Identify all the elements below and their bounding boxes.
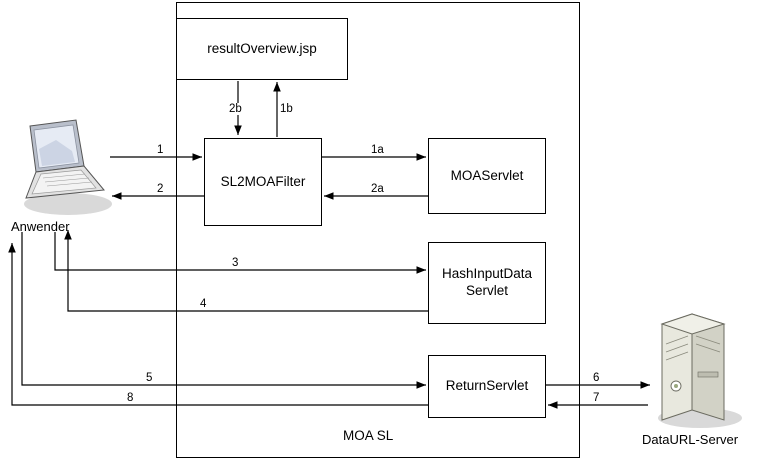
node-returnservlet[interactable]: ReturnServlet	[428, 355, 546, 418]
actor-anwender-label: Anwender	[11, 219, 70, 234]
edge-label-8: 8	[127, 392, 134, 404]
edge-label-5: 5	[146, 372, 153, 384]
node-sl2moafilter[interactable]: SL2MOAFilter	[204, 138, 322, 226]
server-icon	[648, 310, 756, 430]
edge-label-3: 3	[232, 257, 239, 269]
edge-label-7: 7	[593, 392, 600, 404]
edge-3	[55, 232, 426, 270]
edge-label-6: 6	[593, 372, 600, 384]
laptop-icon	[6, 118, 114, 218]
actor-dataurl-server-label: DataURL-Server	[642, 432, 739, 447]
node-moaservlet[interactable]: MOAServlet	[428, 138, 546, 214]
container-moa-sl-label: MOA SL	[343, 428, 394, 443]
edge-label-1b: 1b	[280, 103, 293, 115]
edge-label-2b: 2b	[229, 103, 242, 115]
edge-5	[22, 232, 426, 385]
edge-8	[12, 243, 428, 405]
node-hashinputdata-servlet[interactable]: HashInputData Servlet	[428, 242, 546, 324]
edge-label-2: 2	[157, 183, 164, 195]
node-result-overview[interactable]: resultOverview.jsp	[176, 18, 348, 80]
edge-label-4: 4	[200, 298, 207, 310]
edge-label-2a: 2a	[371, 183, 384, 195]
edge-label-1: 1	[157, 144, 164, 156]
edge-label-1a: 1a	[371, 144, 384, 156]
